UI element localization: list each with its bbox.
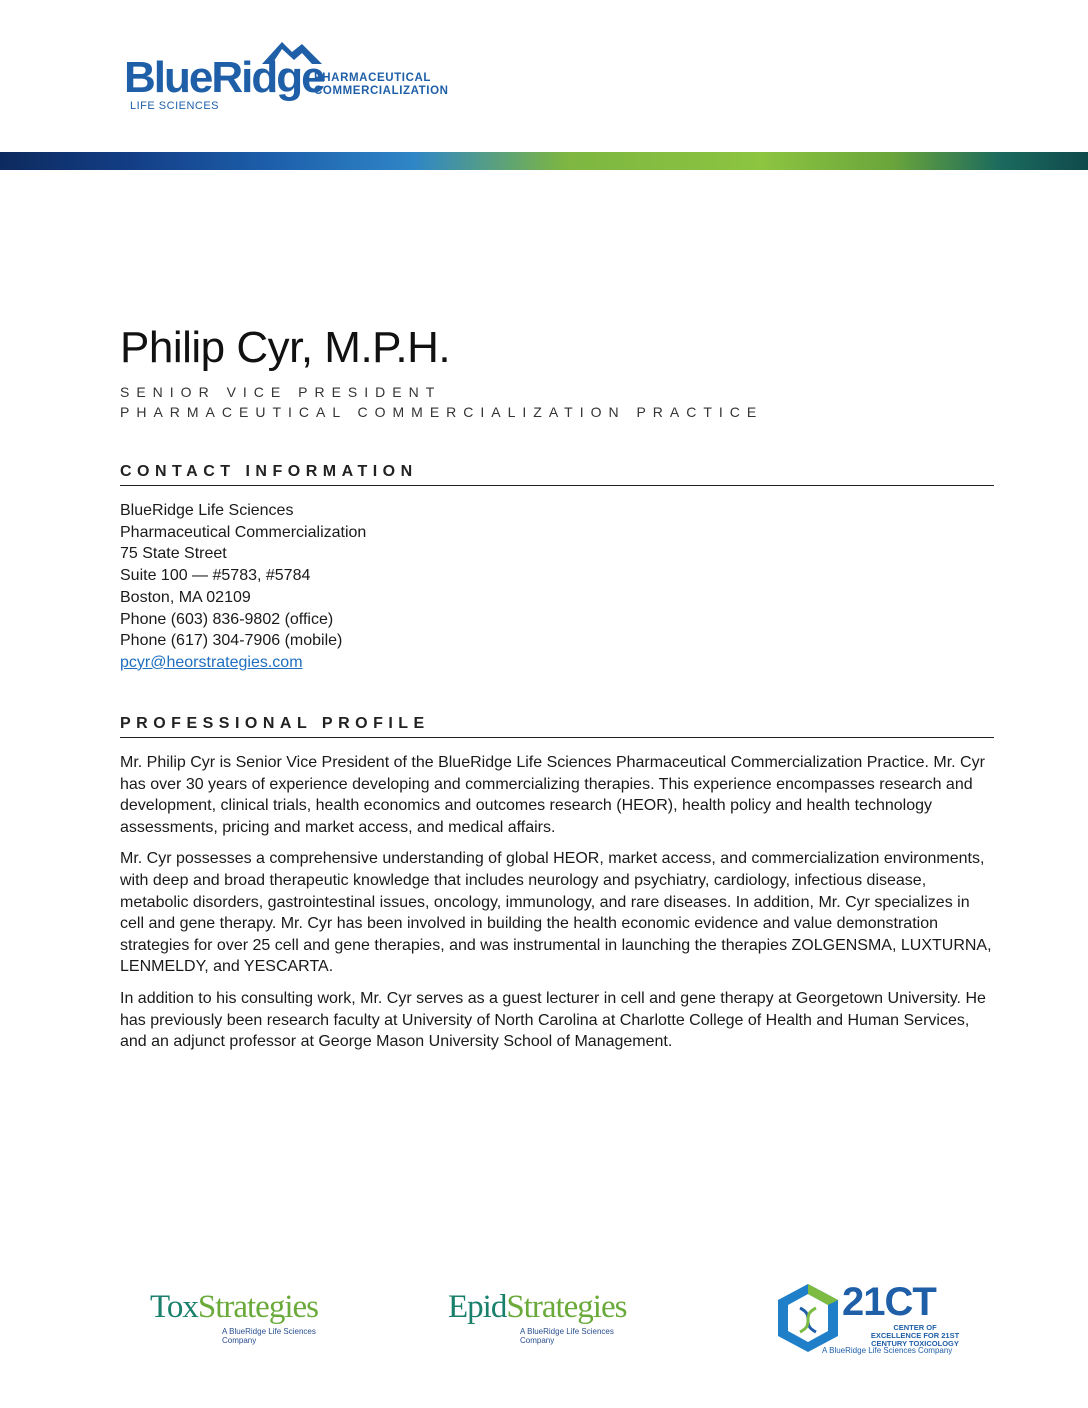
strategies-word: Strategies: [506, 1289, 627, 1325]
profile-paragraph: In addition to his consulting work, Mr. Cyr serves as a guest lecturer in cell and gene therapy at Georgetown University. He has previously been research faculty at University of North Carolina at Charlotte College of Health and Human Services, and an adjunct professor at George Mason University School of Management.: [120, 989, 986, 1051]
toxstrategies-logo: [150, 1290, 350, 1345]
logo-tagline: [314, 72, 449, 98]
header-color-stripe: [0, 152, 1088, 170]
contact-line: BlueRidge Life Sciences: [120, 502, 294, 519]
contact-line: 75 State Street: [120, 545, 227, 563]
tox-tagline: A BlueRidge Life Sciences Company: [222, 1327, 316, 1345]
contact-block: [120, 500, 366, 674]
logo-subtitle: LIFE SCIENCES: [130, 100, 220, 112]
profile-paragraph: Mr. Philip Cyr is Senior Vice President of the BlueRidge Life Sciences Pharmaceutical Commercialization Practice. Mr. Cyr has over 30 years of experience developing and commercializing therapies. This experience encompasses research and development, clinical trials, health economics and outcomes research (HEOR), health policy and health technology assessments, pricing and market access, and medical affairs.: [120, 754, 985, 836]
person-name: Philip Cyr, M.P.H.: [120, 323, 451, 372]
blueridge-logo: [124, 40, 454, 120]
21ct-tagline: A BlueRidge Life Sciences Company: [822, 1346, 953, 1355]
contact-line: Suite 100 — #5783, #5784: [120, 567, 311, 585]
person-title: [120, 382, 763, 422]
tox-word: Tox: [150, 1289, 198, 1325]
contact-line: Phone (617) 304-7906 (mobile): [120, 632, 343, 650]
email-link[interactable]: pcyr@heorstrategies.com: [120, 653, 303, 671]
title-line-2: PHARMACEUTICAL COMMERCIALIZATION PRACTICE: [120, 404, 764, 420]
contact-line: Boston, MA 02109: [120, 588, 251, 606]
profile-paragraph: Mr. Cyr possesses a comprehensive understanding of global HEOR, market access, and commercialization environments, with deep and broad therapeutic knowledge that includes neurology and psychiatry, cardiology, infectious disease, metabolic disorders, gastrointestinal issues, oncology, immunology, and rare diseases. In addition, Mr. Cyr specializes in cell and gene therapy. Mr. Cyr has been involved in building the health economic evidence and value demonstration strategies for over 25 cell and gene therapies, and was instrumental in launching the therapies ZOLGENSMA, LUXTURNA, LENMELDY, and YESCARTA.: [120, 850, 992, 976]
epidstrategies-logo: [448, 1290, 648, 1345]
21ct-logo: [776, 1282, 966, 1358]
logo-wordmark: BlueRidge: [124, 53, 324, 102]
contact-heading: CONTACT INFORMATION: [120, 463, 994, 486]
profile-body: [120, 752, 996, 1063]
epid-word: Epid: [448, 1289, 507, 1325]
title-line-1: SENIOR VICE PRESIDENT: [120, 384, 442, 400]
21ct-title: 21CT: [842, 1280, 936, 1324]
tagline-line-2: COMMERCIALIZATION: [314, 85, 449, 97]
contact-line: Pharmaceutical Commercialization: [120, 523, 367, 541]
21ct-subtitle: CENTER OF EXCELLENCE FOR 21ST CENTURY TOXICOLOGY: [870, 1323, 960, 1348]
tagline-line-1: PHARMACEUTICAL: [314, 72, 432, 84]
epid-tagline: A BlueRidge Life Sciences Company: [520, 1327, 614, 1345]
hexagon-dna-icon: [776, 1282, 840, 1354]
profile-heading: PROFESSIONAL PROFILE: [120, 715, 994, 738]
contact-line: Phone (603) 836-9802 (office): [120, 610, 334, 628]
strategies-word: Strategies: [197, 1289, 318, 1325]
